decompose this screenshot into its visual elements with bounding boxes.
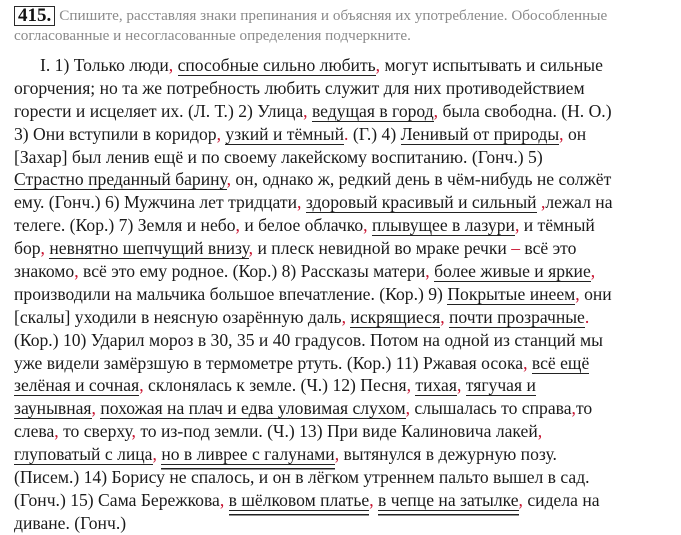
exercise-text (14, 54, 676, 535)
underlined-definition: плывущее в лазури (371, 215, 515, 236)
red-punctuation: , (523, 352, 528, 373)
text-line (14, 260, 676, 283)
red-punctuation: , (590, 261, 596, 282)
text-segment: слышалась то справа (410, 398, 572, 419)
underlined-definition: почти прозрачные (449, 306, 585, 327)
text-segment: I. 1) Только люди (40, 55, 169, 75)
red-punctuation: , (226, 169, 231, 190)
underlined-definition: искрящиеся (350, 306, 441, 327)
red-punctuation: , (575, 283, 580, 304)
text-line (14, 214, 676, 237)
text-line (14, 352, 676, 375)
underlined-definition: глуповатый с лица (14, 444, 153, 465)
text-line (14, 100, 676, 123)
red-punctuation: , (168, 55, 174, 75)
text-segment: [Захар] был ленив ещё и по своему лакейскому воспитанию. (Гонч.) 5) (14, 146, 543, 167)
red-punctuation: , (91, 398, 96, 419)
text-line (14, 237, 676, 260)
text-line (14, 77, 676, 100)
text-line (14, 306, 676, 329)
red-punctuation: , (559, 123, 564, 144)
underlined-definition: Страстно преданный барину (14, 169, 227, 190)
text-segment: диване. (Гонч.) (14, 512, 127, 533)
text-line (14, 168, 676, 191)
text-segment: и тёмный (519, 215, 595, 236)
text-segment: знакомо (14, 261, 75, 282)
red-punctuation: , (297, 192, 302, 213)
text-segment: горести и исцеляет их. (Л. Т.) 2) Улица (14, 100, 304, 121)
text-segment: то (575, 398, 593, 419)
exercise-number: 415. (14, 6, 55, 26)
text-segment: 3) Они вступили в коридор (14, 123, 217, 144)
text-segment: лежал на (545, 192, 613, 213)
text-segment: склонялась к земле. (Ч.) 12) Песня (143, 375, 407, 396)
underlined-definition: всё ещё (531, 352, 590, 373)
text-segment: то сверху (58, 421, 132, 442)
red-punctuation: , (248, 238, 254, 259)
text-segment (173, 55, 177, 75)
text-segment: вытянулся в дежурную позу. (339, 444, 557, 465)
double-underlined-definition: в чепце на затылке (378, 489, 519, 510)
text-line (14, 374, 676, 397)
text-segment: ему. (Гонч.) 6) Мужчина лет тридцати (14, 192, 298, 213)
text-line (14, 54, 676, 77)
text-segment: телеге. (Кор.) 7) Земля и небо (14, 215, 236, 236)
text-line (14, 397, 676, 420)
red-punctuation: , (406, 375, 411, 396)
text-segment: могут испытывать и сильные (380, 55, 603, 75)
red-punctuation: , (571, 398, 576, 419)
red-punctuation: , (405, 398, 411, 419)
text-segment: производили на мальчика большое впечатление. (Кор.) 9) (14, 283, 448, 304)
red-punctuation: , (425, 261, 430, 282)
text-segment: слева (14, 421, 55, 442)
text-segment: всё это (520, 238, 577, 259)
text-segment: то из-под земли. (Ч.) 13) При виде Калиновича лакей (135, 421, 538, 442)
underlined-definition: зелёная и сочная (14, 375, 140, 396)
text-line (14, 466, 676, 489)
text-segment: уже видели замёрзшую в термометре ртуть. (Кор.) 11) Ржавая осока (14, 352, 524, 373)
red-punctuation: , (139, 375, 144, 396)
text-line (14, 443, 676, 466)
text-line (14, 420, 676, 443)
text-line (14, 146, 676, 169)
text-line (14, 512, 676, 535)
underlined-definition: похожая на плач и едва уловимая слухом (100, 398, 406, 419)
text-segment: (Писем.) 14) Борису не спалось, и он в лёгком утреннем пальто вышел в сад. (14, 467, 590, 488)
red-punctuation: , (74, 261, 79, 282)
text-segment: сидела на (522, 489, 600, 510)
text-line (14, 489, 676, 512)
red-punctuation: , (216, 123, 222, 144)
red-punctuation: , (363, 215, 368, 236)
text-segment: была свободна. (Н. О.) (438, 100, 612, 121)
red-punctuation: , (341, 306, 346, 327)
underlined-definition: здоровый красивый и сильный (305, 192, 537, 213)
double-underlined-definition: в шёлковом платье (228, 489, 370, 510)
underlined-definition: узкий и тёмный (225, 123, 345, 144)
red-punctuation: , (456, 375, 462, 396)
red-punctuation: . (344, 123, 349, 144)
text-line (14, 283, 676, 306)
red-punctuation: , (40, 238, 45, 259)
underlined-definition: тихая (415, 375, 457, 396)
text-segment: и плеск невидной во мраке речки (253, 238, 512, 259)
text-segment: [скалы] уходили в неясную озарённую даль (14, 306, 342, 327)
red-punctuation: , (540, 192, 546, 213)
red-punctuation: , (235, 215, 240, 236)
red-punctuation: – (511, 238, 521, 259)
text-line (14, 191, 676, 214)
red-punctuation: , (219, 489, 225, 510)
text-segment: всё это ему родное. (Кор.) 8) Рассказы матери (78, 261, 426, 282)
text-segment: (Гонч.) 15) Сама Бережкова (14, 489, 220, 510)
exercise-header (14, 6, 674, 45)
underlined-definition: более живые и яркие (434, 261, 591, 282)
underlined-definition: Покрытые инеем (447, 283, 576, 304)
text-segment: бор (14, 238, 41, 259)
red-punctuation: , (518, 489, 523, 510)
text-segment: (Кор.) 10) Ударил мороз в 30, 35 и 40 градусов. Потом на одной из станций мы (14, 329, 603, 350)
red-punctuation: . (584, 306, 590, 327)
red-punctuation: , (514, 215, 520, 236)
red-punctuation: , (334, 444, 340, 465)
red-punctuation: , (375, 55, 381, 75)
underlined-definition: Ленивый от природы (400, 123, 560, 144)
red-punctuation: , (54, 421, 59, 442)
text-segment: они (579, 283, 612, 304)
text-segment: он (563, 123, 587, 144)
text-segment (224, 490, 228, 510)
red-punctuation: , (369, 489, 374, 510)
red-punctuation: , (152, 444, 157, 465)
exercise-instruction-line1: Спишите, расставляя знаки препинания и объясняя их употребление. Обособленные (59, 7, 608, 24)
underlined-definition: тягучая и (465, 375, 536, 396)
text-line (14, 329, 676, 352)
red-punctuation: , (537, 421, 543, 442)
underlined-definition: ведущая в город (311, 100, 434, 121)
underlined-definition: заунывная (14, 398, 92, 419)
red-punctuation: , (440, 306, 445, 327)
underlined-definition: невнятно шепчущий внизу (49, 238, 249, 259)
underlined-definition: способные сильно любить (177, 55, 376, 75)
text-segment: (Г.) 4) (348, 123, 401, 144)
red-punctuation: , (131, 421, 136, 442)
text-segment: и белое облачко (239, 215, 364, 236)
red-punctuation: , (303, 100, 308, 121)
red-punctuation: , (433, 100, 439, 121)
exercise-instruction-line2: согласованные и несогласованные определения подчеркните. (14, 27, 411, 44)
text-segment: он, однако ж, редкий день в чём-нибудь не солжёт (230, 169, 612, 190)
text-segment: огорчения; но та же потребность любить служит для них противодействием (14, 77, 585, 98)
double-underlined-definition: но в ливрее с галунами (161, 444, 335, 465)
text-line (14, 123, 676, 146)
